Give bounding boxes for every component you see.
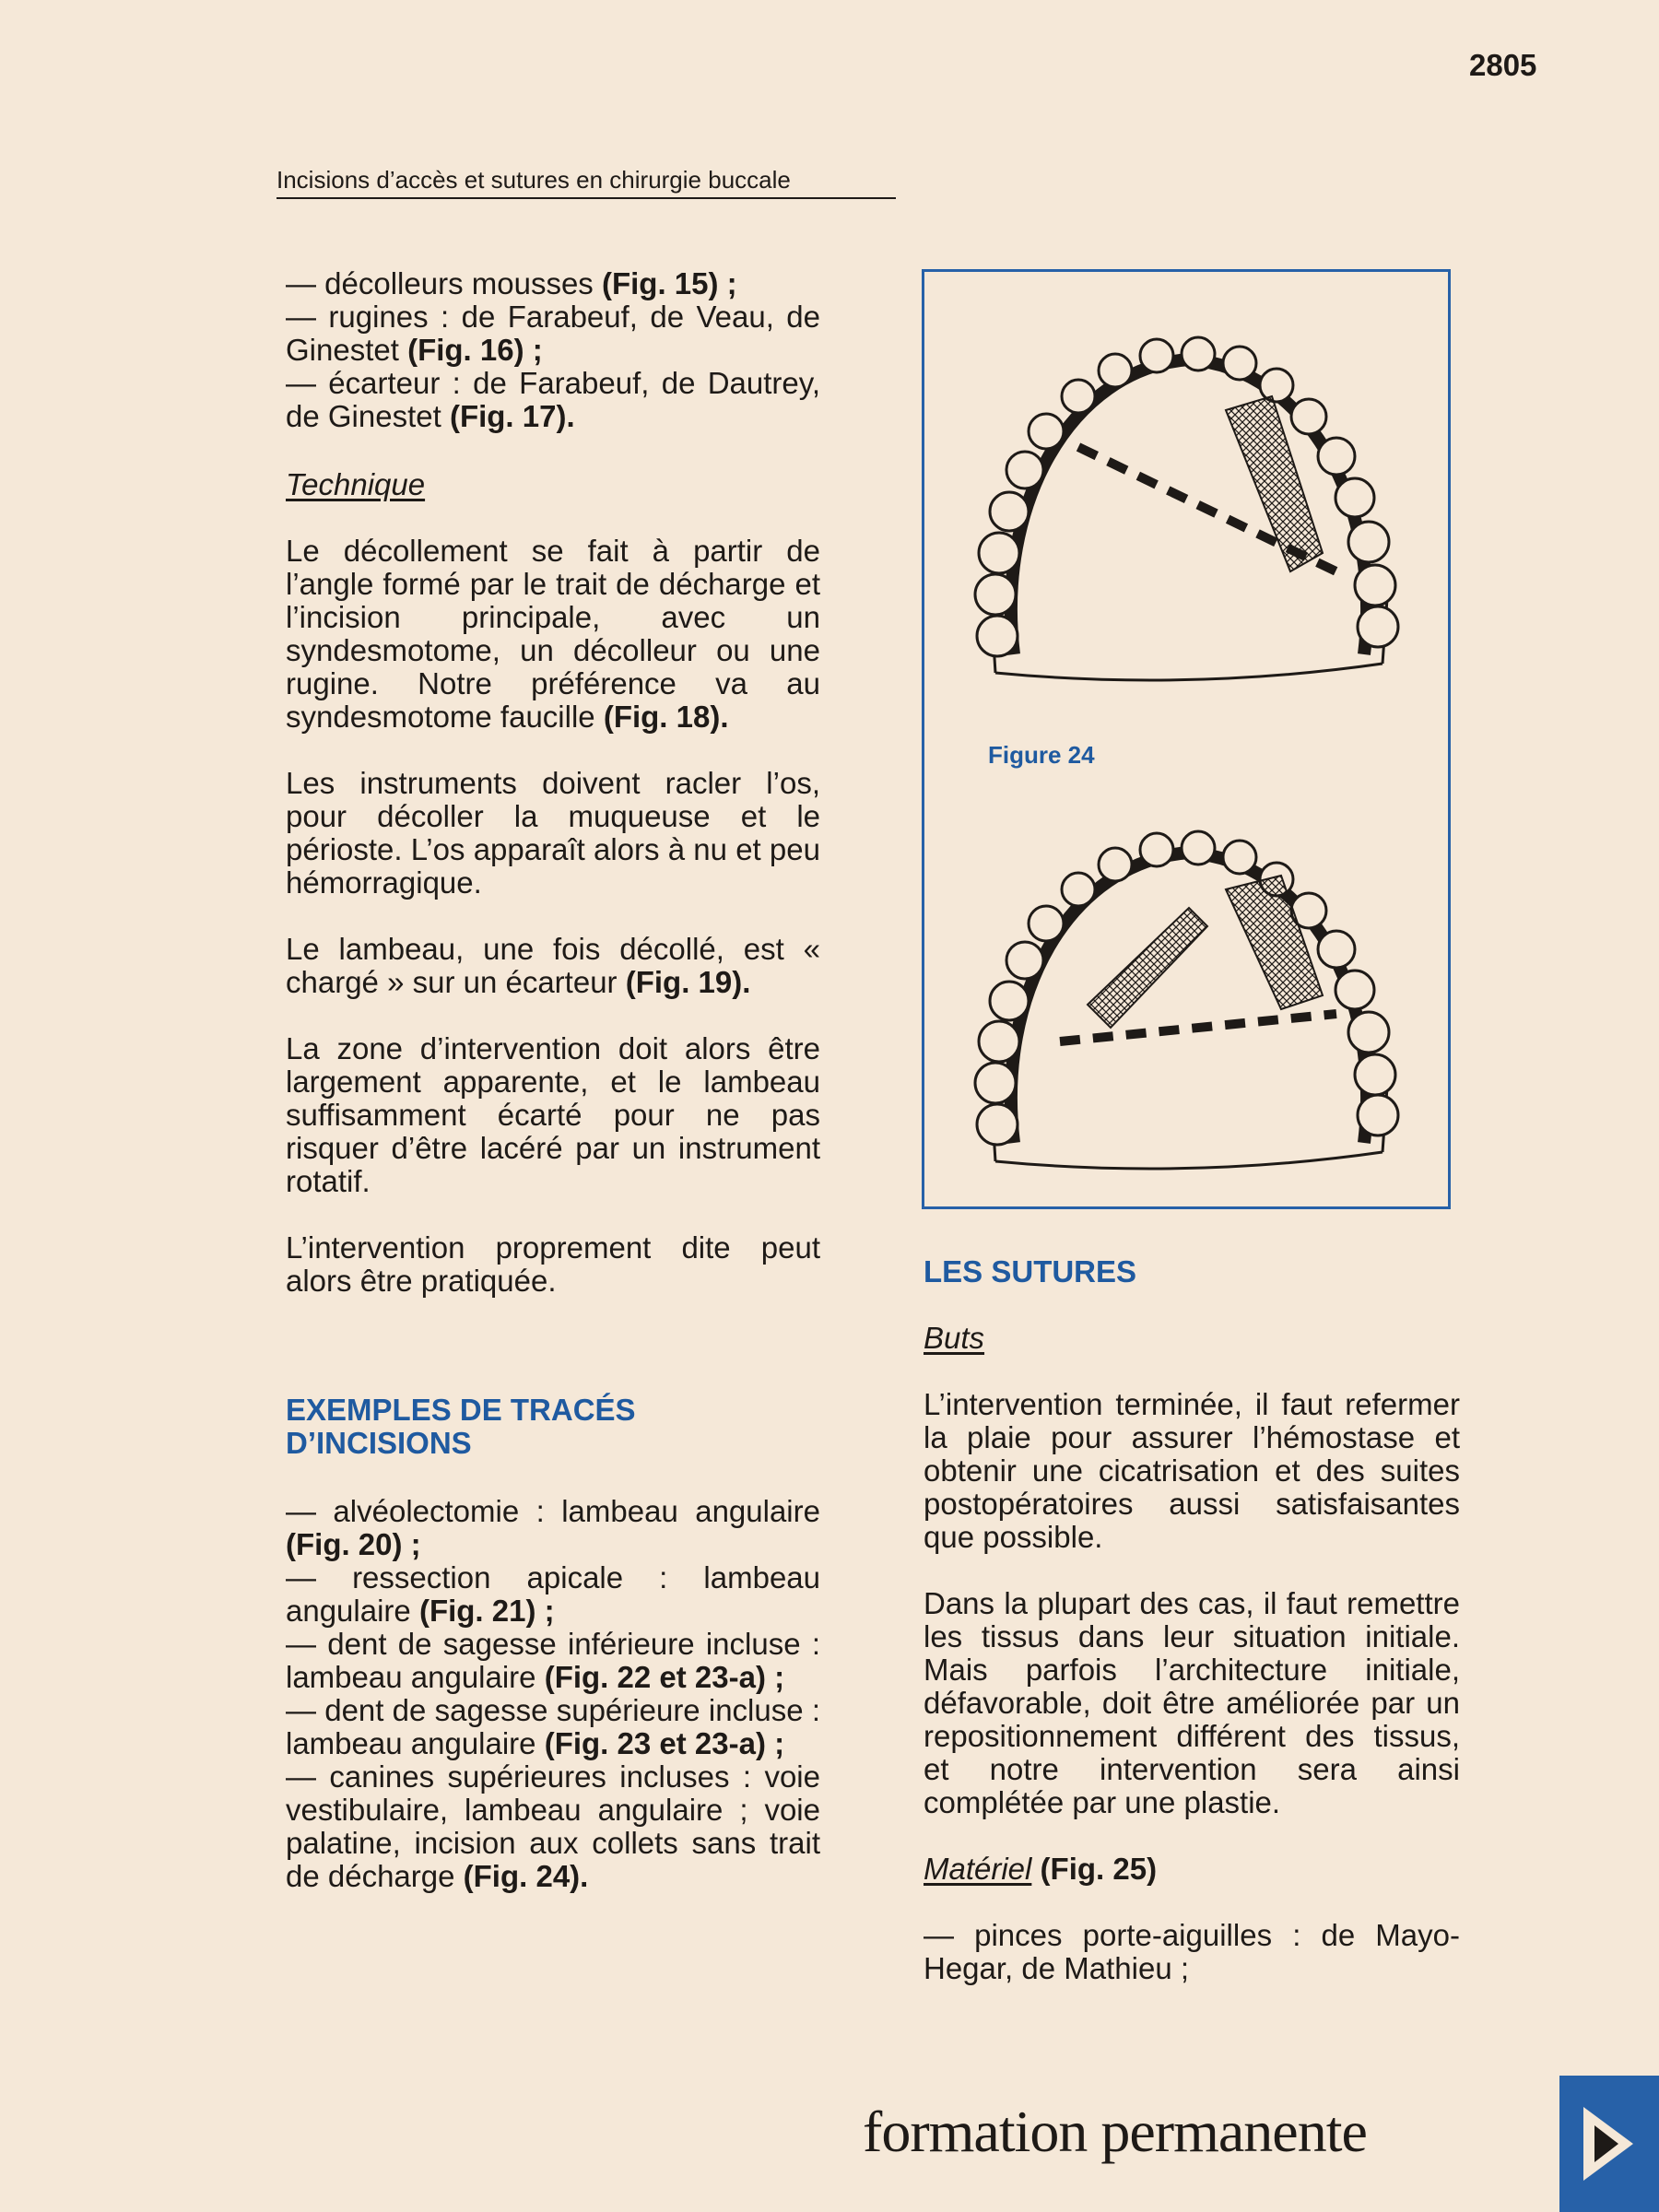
technique-paragraph-3: Le lambeau, une fois décollé, est « chargé » sur un écarteur (Fig. 19). xyxy=(286,932,820,999)
sutures-title: LES SUTURES xyxy=(924,1254,1137,1288)
left-column xyxy=(286,267,820,1893)
materiel-ref: (Fig. 25) xyxy=(1040,1852,1158,1886)
example-item: — alvéolectomie : lambeau angulaire (Fig. 20) ; xyxy=(286,1494,820,1561)
technique-paragraph-1: Le décollement se fait à partir de l’angle formé par le trait de décharge et l’incision principale, avec un syndesmotome, un décolleur ou une rugine. Notre préférence va au syndesmotome faucille (Fig. 18). xyxy=(286,534,820,734)
instrument-item: — écarteur : de Farabeuf, de Dautrey, de Ginestet (Fig. 17). xyxy=(286,366,820,433)
technique-paragraph-5: L’intervention proprement dite peut alors être pratiquée. xyxy=(286,1230,820,1298)
page-number: 2805 xyxy=(1469,48,1537,82)
examples-title: EXEMPLES DE TRACÉS D’INCISIONS xyxy=(286,1393,636,1460)
upper-arch-drawing-bottom xyxy=(959,820,1419,1189)
footer-brand: formation permanente xyxy=(863,2099,1367,2164)
materiel-line xyxy=(924,1853,1460,1886)
next-page-triangle-icon xyxy=(1559,2076,1659,2212)
sutures-paragraph-1: L’intervention terminée, il faut refermer la plaie pour assurer l’hémostase et obtenir une cicatrisation et des suites postopératoires aussi satisfaisantes que possible. xyxy=(924,1387,1460,1554)
buts-heading: Buts xyxy=(924,1321,985,1355)
running-title: Incisions d’accès et sutures en chirurgie buccale xyxy=(276,166,791,194)
upper-arch-drawing-top xyxy=(959,323,1419,700)
technique-paragraph-2: Les instruments doivent racler l’os, pour décoller la muqueuse et le périoste. L’os apparaît alors à nu et peu hémorragique. xyxy=(286,766,820,900)
example-item: — ressection apicale : lambeau angulaire (Fig. 21) ; xyxy=(286,1560,820,1628)
technique-heading: Technique xyxy=(286,467,426,501)
materiel-item: — pinces porte-aiguilles : de Mayo-Hegar, de Mathieu ; xyxy=(924,1918,1460,1985)
instrument-list xyxy=(286,267,820,433)
instrument-item: — décolleurs mousses (Fig. 15) ; xyxy=(286,266,737,300)
example-item: — dent de sagesse inférieure incluse : lambeau angulaire (Fig. 22 et 23-a) ; xyxy=(286,1627,820,1694)
instrument-item: — rugines : de Farabeuf, de Veau, de Ginestet (Fig. 16) ; xyxy=(286,300,820,367)
example-item: — canines supérieures incluses : voie vestibulaire, lambeau angulaire ; voie palatine, incision aux collets sans trait de décharge (Fig. 24). xyxy=(286,1759,820,1893)
technique-paragraph-4: La zone d’intervention doit alors être largement apparente, et le lambeau suffisamment écarté pour ne pas risquer d’être lacéré par un instrument rotatif. xyxy=(286,1031,820,1198)
example-item: — dent de sagesse supérieure incluse : lambeau angulaire (Fig. 23 et 23-a) ; xyxy=(286,1693,820,1760)
figure-caption: Figure 24 xyxy=(988,741,1095,769)
examples-list xyxy=(286,1495,820,1893)
right-column xyxy=(924,1255,1460,1985)
sutures-paragraph-2: Dans la plupart des cas, il faut remettre les tissus dans leur situation initiale. Mais parfois l’architecture initiale, défavorable, doit être améliorée par un repositionnement différent des tissus, et notre intervention sera ainsi complétée par une plastie. xyxy=(924,1586,1460,1819)
materiel-heading: Matériel xyxy=(924,1852,1032,1886)
running-title-rule xyxy=(276,197,896,199)
